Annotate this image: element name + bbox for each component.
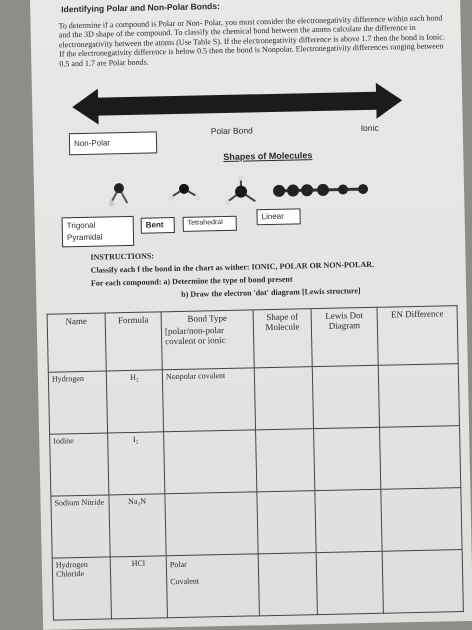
cell-bond-type[interactable]: Nonpolar covalent [162,368,255,432]
linear-model-icon [273,183,368,197]
tetrahedral-label: Tetrahedral [183,216,237,232]
cell-bond-type-line-1: Polar [169,559,187,570]
col-header-lewis: Lewis Dot Diagram [311,307,378,366]
table-row [51,488,462,559]
cell-lewis[interactable] [316,551,383,614]
table-header-row [47,306,458,373]
bent-label: Bent [141,217,175,234]
cell-bond-type-line-2: Covalent [170,576,200,587]
intro-paragraph: To determine if a compound is Polar or Non- Polar, you must consider the electronegativity difference within each bond and the 3D shape of the compound. To classify the chemical bond between the atoms calculate the difference in electronegativity between the atoms (Use Table S). If the electronegativity difference is above 1.7 then the bond is Ionic. If the electronegativity difference is below 0.5 then the bond is Nonpolar. Electronegativity differences ranging between 0.5 and 1.7 are Polar bonds. [58,13,445,69]
nonpolar-label: Non-Polar [69,131,157,155]
cell-en[interactable] [380,426,461,490]
table-row [50,426,461,497]
shapes-title: Shapes of Molecules [223,150,313,162]
cell-name: Iodine [50,433,109,496]
molecule-models [109,173,380,217]
cell-formula: H₂ [106,370,163,433]
trigonal-model-icon [109,183,128,206]
tetrahedral-model-icon [224,174,256,206]
cell-name: Hydrogen Chloride [52,557,111,620]
instructions-line-1: Classify each f the bond in the chart as wither: IONIC, POLAR OR NON-POLAR. [90,259,375,275]
polar-bond-label: Polar Bond [210,125,253,137]
cell-lewis[interactable] [314,427,381,490]
cell-formula: I₂ [108,432,165,495]
instructions-heading: INSTRUCTIONS: [90,251,155,262]
cell-shape[interactable] [254,367,313,430]
table-row [52,550,463,621]
cell-bond-type[interactable] [166,554,259,618]
col-header-shape: Shape of Molecule [253,309,312,368]
cell-en[interactable] [378,364,459,428]
polarity-scale-arrow [72,78,403,129]
cell-bond-type[interactable] [165,492,258,556]
cell-en[interactable] [381,488,462,552]
cell-lewis[interactable] [312,365,379,428]
cell-shape[interactable] [258,553,317,616]
worksheet-title: Identifying Polar and Non-Polar Bonds: [61,1,220,15]
cell-formula: Na₃N [109,494,166,557]
trigonal-pyramidal-label: Trigonal Pyramidal [62,216,135,248]
ionic-label: Ionic [360,122,379,134]
worksheet-page [30,0,472,630]
instructions-line-2: For each compound: a) Determine the type of bond present [90,274,293,288]
linear-label: Linear [256,208,300,225]
cell-name: Hydrogen [48,371,107,434]
cell-name: Sodium Nitride [51,495,110,558]
bond-type-title: Bond Type [187,312,228,324]
instructions-line-3: b) Draw the electron 'dot' diagram [Lewis structure] [181,286,361,299]
col-header-formula: Formula [105,312,162,371]
cell-formula: HCl [110,556,167,619]
instructions-block [90,245,374,303]
bond-chart-table [47,305,464,621]
col-header-en: EN Difference [377,306,458,366]
cell-shape[interactable] [256,429,315,492]
bent-model-icon [168,183,200,201]
cell-lewis[interactable] [315,489,382,552]
col-header-name: Name [47,313,106,372]
cell-shape[interactable] [257,491,316,554]
cell-en[interactable] [382,550,463,614]
bond-type-subtitle: [polar/non-polar covalent or ionic [164,325,226,347]
col-header-bond-type [161,310,254,370]
table-row [48,364,459,435]
cell-bond-type[interactable] [164,430,257,494]
